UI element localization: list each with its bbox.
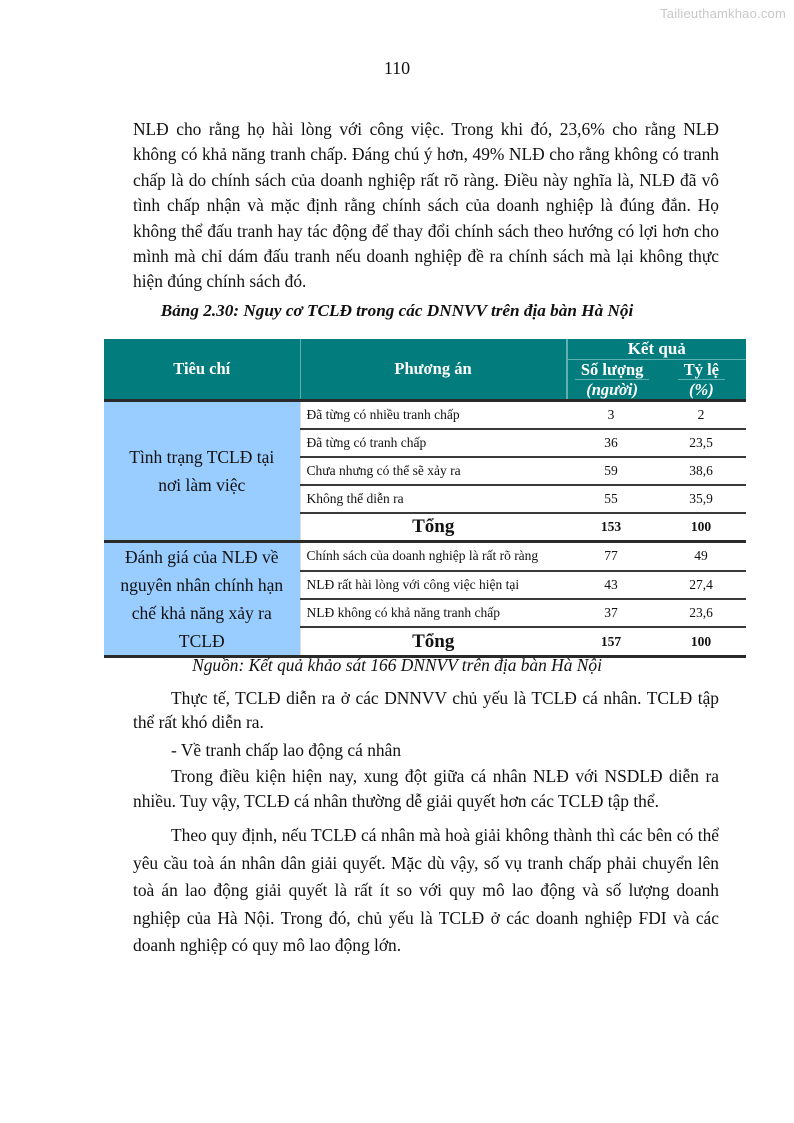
watermark: Tailieuthamkhao.com [660, 6, 786, 21]
results-table [104, 339, 746, 658]
page-number: 110 [383, 58, 411, 78]
count-cell: 37 [566, 599, 656, 627]
table-header-row [104, 339, 746, 401]
header-rate [657, 360, 746, 399]
table-row [104, 542, 746, 571]
table-caption: Bảng 2.30: Nguy cơ TCLĐ trong các DNNVV trên địa bàn Hà Nội [160, 301, 634, 320]
header-rate-unit: (%) [689, 380, 714, 399]
header-option: Phương án [300, 339, 566, 401]
option-cell: NLĐ rất hài lòng với công việc hiện tại [300, 571, 566, 599]
total-rate: 100 [656, 627, 746, 656]
count-cell: 59 [566, 457, 656, 485]
header-count [568, 360, 657, 399]
count-cell: 43 [566, 571, 656, 599]
header-result [566, 339, 746, 401]
table-source: Nguồn: Kết quả khảo sát 166 DNNVV trên địa bàn Hà Nội [192, 655, 602, 675]
total-label: Tổng [300, 513, 566, 542]
rate-cell: 27,4 [656, 571, 746, 599]
rate-cell: 49 [656, 542, 746, 571]
total-label: Tổng [300, 627, 566, 656]
header-count-label: Số lượng [575, 360, 650, 380]
count-cell: 3 [566, 401, 656, 430]
paragraph-individual-disputes: Thực tế, TCLĐ diễn ra ở các DNNVV chủ yếu là TCLĐ cá nhân. TCLĐ tập thể rất khó diễn ra. [133, 688, 719, 732]
option-cell: Chính sách của doanh nghiệp là rất rõ ràng [300, 542, 566, 571]
count-cell: 77 [566, 542, 656, 571]
total-count: 157 [566, 627, 656, 656]
header-count-unit: (người) [586, 380, 638, 399]
option-cell: Đã từng có nhiều tranh chấp [300, 401, 566, 430]
option-cell: Chưa nhưng có thể sẽ xảy ra [300, 457, 566, 485]
total-rate: 100 [656, 513, 746, 542]
paragraph-subheading: - Về tranh chấp lao động cá nhân [171, 740, 402, 760]
header-result-title: Kết quả [568, 339, 747, 360]
table-row [104, 401, 746, 430]
rate-cell: 23,5 [656, 429, 746, 457]
option-cell: NLĐ không có khả năng tranh chấp [300, 599, 566, 627]
rate-cell: 23,6 [656, 599, 746, 627]
rate-cell: 35,9 [656, 485, 746, 513]
count-cell: 55 [566, 485, 656, 513]
criteria-cell-causes: Đánh giá của NLĐ về nguyên nhân chính hạn chế khả năng xảy ra TCLĐ [104, 542, 300, 657]
rate-cell: 2 [656, 401, 746, 430]
paragraph-top: NLĐ cho rằng họ hài lòng với công việc. Trong khi đó, 23,6% cho rằng NLĐ không có khả năng tranh chấp. Đáng chú ý hơn, 49% NLĐ cho rằng không có tranh chấp là do chính sách của doanh nghiệp rất rõ ràng. Điều này nghĩa là, NLĐ đã vô tình chấp nhận và mặc định rằng chính sách của doanh nghiệp là đúng đắn. Họ không thể đấu tranh hay tác động để thay đổi chính sách theo hướng có lợi hơn cho mình mà chỉ dám đấu tranh nếu doanh nghiệp đề ra chính sách mà lại không thực hiện đúng chính sách đó. [133, 119, 719, 292]
paragraph-conditions: Trong điều kiện hiện nay, xung đột giữa cá nhân NLĐ với NSDLĐ diễn ra nhiều. Tuy vậy, TCLĐ cá nhân thường dễ giải quyết hơn các TCLĐ tập thể. [133, 766, 719, 811]
paragraph-regulation: Theo quy định, nếu TCLĐ cá nhân mà hoà giải không thành thì các bên có thể yêu cầu toà án nhân dân giải quyết. Mặc dù vậy, số vụ tranh chấp phải chuyển lên toà án lao động giải quyết là rất ít so với quy mô lao động và số lượng doanh nghiệp của Hà Nội. Trong đó, chủ yếu là TCLĐ ở các doanh nghiệp FDI và các doanh nghiệp có quy mô lao động lớn. [133, 825, 719, 955]
total-count: 153 [566, 513, 656, 542]
header-criteria: Tiêu chí [104, 339, 300, 401]
count-cell: 36 [566, 429, 656, 457]
option-cell: Đã từng có tranh chấp [300, 429, 566, 457]
option-cell: Không thể diễn ra [300, 485, 566, 513]
criteria-cell-status: Tình trạng TCLĐ tại nơi làm việc [104, 401, 300, 542]
header-rate-label: Tỷ lệ [678, 360, 725, 380]
rate-cell: 38,6 [656, 457, 746, 485]
